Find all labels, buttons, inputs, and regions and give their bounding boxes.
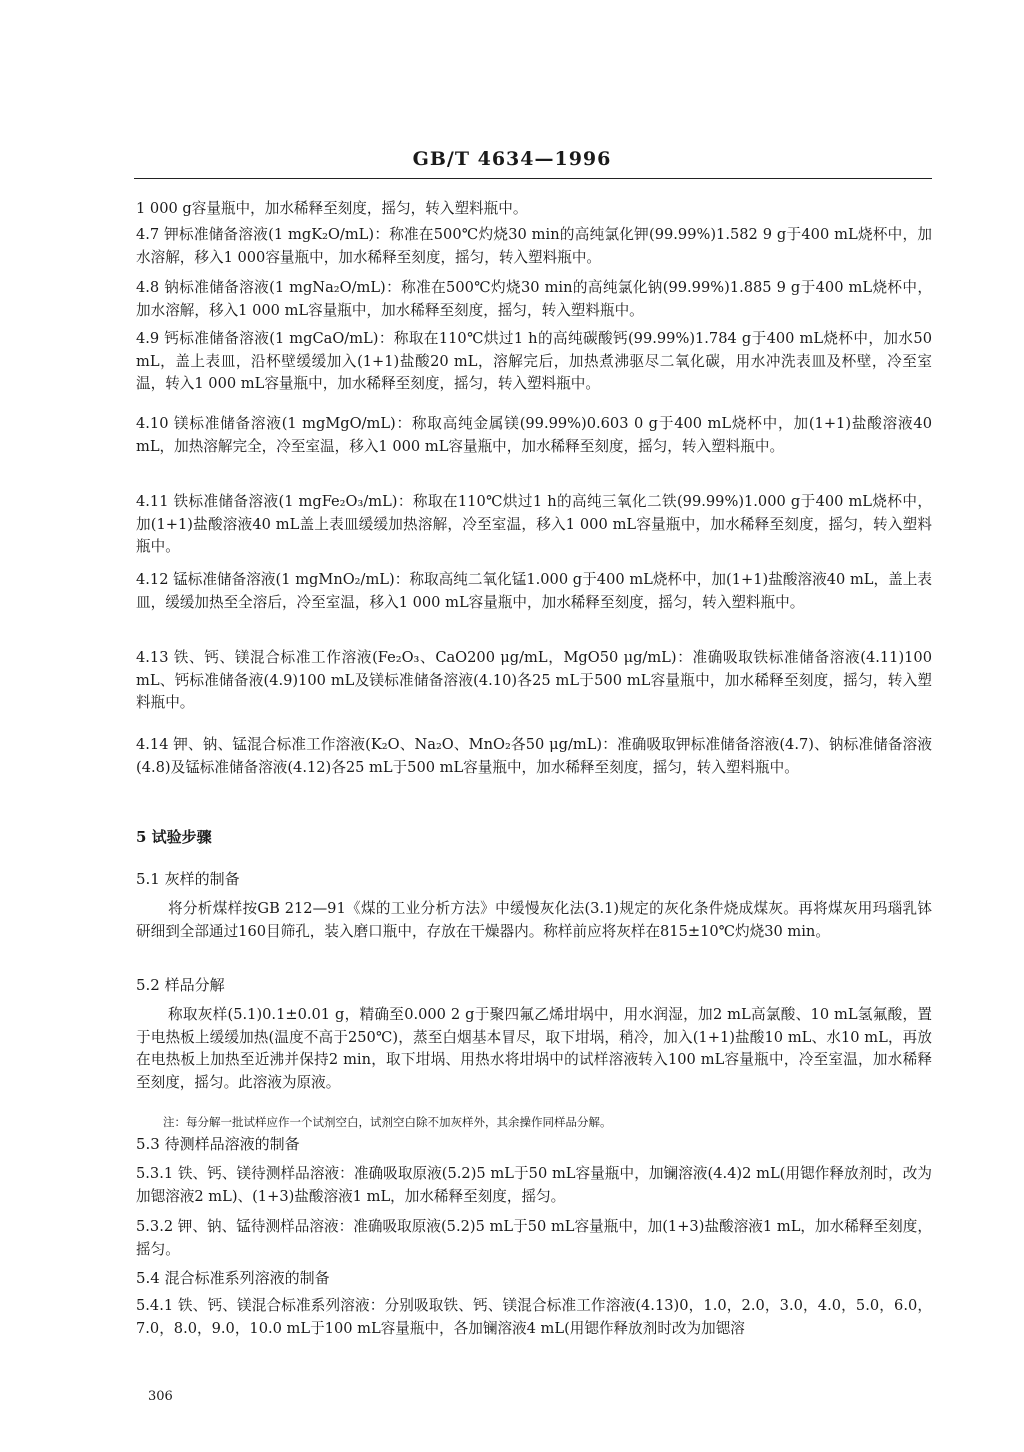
- section-heading-5: 5 试验步骤: [136, 828, 212, 846]
- heading-5-1: 5.1 灰样的制备: [136, 870, 240, 888]
- paragraph-5-2: 称取灰样(5.1)0.1±0.01 g，精确至0.000 2 g于聚四氟乙烯坩埚中，用水润湿，加2 mL高氯酸、10 mL氢氟酸，置于电热板上缓缓加热(温度不高于250℃)，蒸至白烟基本冒尽，取下坩埚，稍冷，加入(1+1)盐酸10 mL、水10 mL，再放在电热板上加热至近沸并保持2 min，取下坩埚、用热水将坩埚中的试样溶液转入100 mL容量瓶中，冷至室温，加水稀释至刻度，摇匀。此溶液为原液。: [136, 1006, 932, 1091]
- heading-5-4: 5.4 混合标准系列溶液的制备: [136, 1269, 330, 1287]
- paragraph-5-3-1: 5.3.1 铁、钙、镁待测样品溶液：准确吸取原液(5.2)5 mL于50 mL容量瓶中，加镧溶液(4.4)2 mL(用锶作释放剂时，改为加锶溶液2 mL)、(1+3)盐酸溶液1 mL，加水稀释至刻度，摇匀。: [136, 1165, 932, 1205]
- paragraph-4-9: 4.9 钙标准储备溶液(1 mgCaO/mL)：称取在110℃烘过1 h的高纯碳酸钙(99.99%)1.784 g于400 mL烧杯中，加水50 mL，盖上表皿，沿杯壁缓缓加入(1+1)盐酸20 mL，溶解完后，加热煮沸驱尽二氧化碳，用水冲洗表皿及杯壁，冷至室温，转入1 000 mL容量瓶中，加水稀释至刻度，摇匀，转入塑料瓶中。: [136, 330, 932, 393]
- paragraph-4-10: 4.10 镁标准储备溶液(1 mgMgO/mL)：称取高纯金属镁(99.99%)0.603 0 g于400 mL烧杯中，加(1+1)盐酸溶液40 mL，加热溶解完全，冷至室温，移入1 000 mL容量瓶中，加水稀释至刻度，摇匀，转入塑料瓶中。: [136, 415, 932, 455]
- standard-number-header: GB/T 4634—1996: [412, 148, 612, 170]
- paragraph-5-1: 将分析煤样按GB 212—91《煤的工业分析方法》中缓慢灰化法(3.1)规定的灰化条件烧成煤灰。再将煤灰用玛瑙乳钵研细到全部通过160目筛孔，装入磨口瓶中，存放在干燥器内。称样前应将灰样在815±10℃灼烧30 min。: [136, 900, 932, 940]
- paragraph-5-3-2: 5.3.2 钾、钠、锰待测样品溶液：准确吸取原液(5.2)5 mL于50 mL容量瓶中，加(1+3)盐酸溶液1 mL，加水稀释至刻度，摇匀。: [136, 1218, 932, 1258]
- paragraph-5-4-1: 5.4.1 铁、钙、镁混合标准系列溶液：分别吸取铁、钙、镁混合标准工作溶液(4.13)0，1.0，2.0，3.0，4.0，5.0，6.0，7.0，8.0，9.0，10.0 mL于100 mL容量瓶中，各加镧溶液4 mL(用锶作释放剂时改为加锶溶: [136, 1297, 932, 1337]
- note-5-2: 注：每分解一批试样应作一个试剂空白，试剂空白除不加灰样外，其余操作同样品分解。: [163, 1115, 612, 1129]
- heading-5-2: 5.2 样品分解: [136, 976, 225, 994]
- paragraph-4-14: 4.14 钾、钠、锰混合标准工作溶液(K₂O、Na₂O、MnO₂各50 μg/mL)：准确吸取钾标准储备溶液(4.7)、钠标准储备溶液(4.8)及锰标准储备溶液(4.12)各25 mL于500 mL容量瓶中，加水稀释至刻度，摇匀，转入塑料瓶中。: [136, 736, 932, 776]
- paragraph-4-12: 4.12 锰标准储备溶液(1 mgMnO₂/mL)：称取高纯二氧化锰1.000 g于400 mL烧杯中，加(1+1)盐酸溶液40 mL，盖上表皿，缓缓加热至全溶后，冷至室温，移入1 000 mL容量瓶中，加水稀释至刻度，摇匀，转入塑料瓶中。: [136, 571, 932, 611]
- paragraph-4-8: 4.8 钠标准储备溶液(1 mgNa₂O/mL)：称准在500℃灼烧30 min的高纯氯化钠(99.99%)1.885 9 g于400 mL烧杯中，加水溶解，移入1 000 mL容量瓶中，加水稀释至刻度，摇匀，转入塑料瓶中。: [136, 279, 932, 319]
- paragraph-4-7: 4.7 钾标准储备溶液(1 mgK₂O/mL)：称准在500℃灼烧30 min的高纯氯化钾(99.99%)1.582 9 g于400 mL烧杯中，加水溶解，移入1 000容量瓶中，加水稀释至刻度，摇匀，转入塑料瓶中。: [136, 226, 932, 266]
- header-rule: [134, 178, 932, 179]
- heading-5-3: 5.3 待测样品溶液的制备: [136, 1135, 300, 1153]
- paragraph-4-11: 4.11 铁标准储备溶液(1 mgFe₂O₃/mL)：称取在110℃烘过1 h的高纯三氧化二铁(99.99%)1.000 g于400 mL烧杯中，加(1+1)盐酸溶液40 mL盖上表皿缓缓加热溶解，冷至室温，移入1 000 mL容量瓶中，加水稀释至刻度，摇匀，转入塑料瓶中。: [136, 493, 932, 556]
- paragraph-continuation: 1 000 g容量瓶中，加水稀释至刻度，摇匀，转入塑料瓶中。: [136, 200, 528, 217]
- page-number: 306: [148, 1389, 173, 1404]
- paragraph-4-13: 4.13 铁、钙、镁混合标准工作溶液(Fe₂O₃、CaO200 μg/mL，MgO50 μg/mL)：准确吸取铁标准储备溶液(4.11)100 mL、钙标准储备液(4.9)100 mL及镁标准储备溶液(4.10)各25 mL于500 mL容量瓶中，加水稀释至刻度，摇匀，转入塑料瓶中。: [136, 649, 932, 712]
